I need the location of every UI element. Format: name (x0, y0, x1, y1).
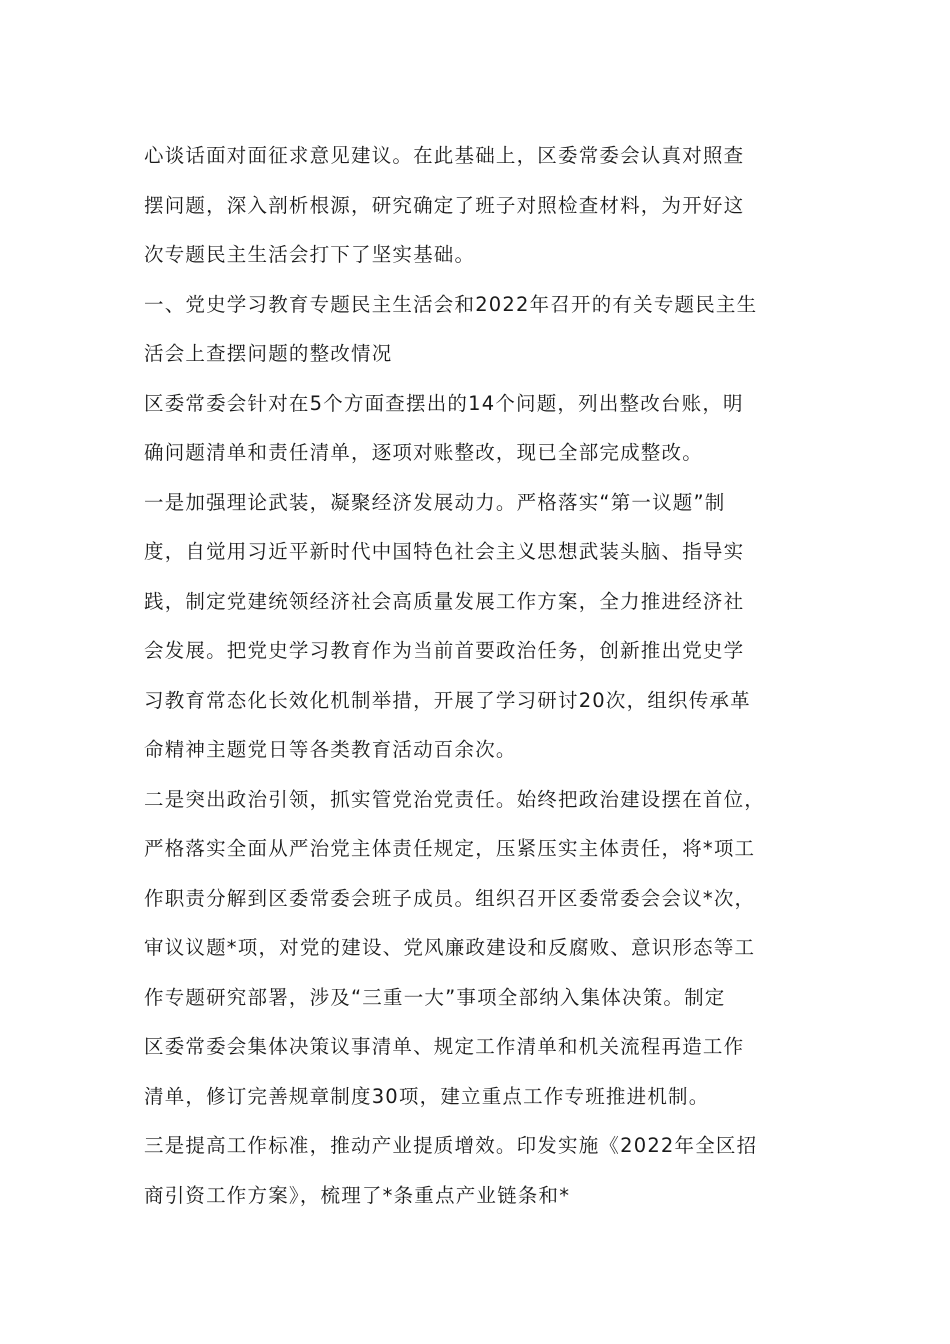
text-line: 次专题民主生活会打下了坚实基础。 (144, 243, 476, 266)
text-line: 区委常委会针对在5个方面查摆出的14个问题，列出整改台账，明 (144, 391, 744, 415)
text-line: 清单，修订完善规章制度30项，建立重点工作专班推进机制。 (144, 1084, 710, 1108)
section-heading-line: 活会上查摆问题的整改情况 (144, 342, 393, 365)
text-line: 严格落实全面从严治党主体责任规定，压紧压实主体责任，将*项工 (144, 837, 756, 860)
text-line: 践，制定党建统领经济社会高质量发展工作方案，全力推进经济社 (144, 589, 745, 613)
text-line: 摆问题，深入剖析根源，研究确定了班子对照检查材料，为开好这 (144, 193, 745, 217)
text-line: 习教育常态化长效化机制举措，开展了学习研讨20次，组织传承革 (144, 688, 751, 712)
text-line: 三是提高工作标准，推动产业提质增效。印发实施《2022年全区招 (144, 1134, 758, 1157)
text-line: 审议议题*项，对党的建设、党风廉政建设和反腐败、意识形态等工 (144, 936, 756, 959)
text-line: 商引资工作方案》，梳理了*条重点产业链条和* (144, 1183, 571, 1207)
document-body (144, 131, 820, 1220)
text-line: 确问题清单和责任清单，逐项对账整改，现已全部完成整改。 (144, 441, 703, 464)
section-heading-line: 一、党史学习教育专题民主生活会和2022年召开的有关专题民主生 (144, 292, 758, 316)
text-line: 一是加强理论武装，凝聚经济发展动力。严格落实“第一议题”制 (144, 490, 726, 514)
text-line: 度，自觉用习近平新时代中国特色社会主义思想武装头脑、指导实 (144, 540, 745, 563)
text-line: 心谈话面对面征求意见建议。在此基础上，区委常委会认真对照查 (144, 144, 745, 167)
text-line: 作专题研究部署，涉及“三重一大”事项全部纳入集体决策。制定 (144, 985, 726, 1009)
text-line: 区委常委会集体决策议事清单、规定工作清单和机关流程再造工作 (144, 1035, 745, 1058)
text-line: 命精神主题党日等各类教育活动百余次。 (144, 738, 517, 761)
text-line: 二是突出政治引领，抓实管党治党责任。始终把政治建设摆在首位， (144, 787, 766, 811)
text-line: 会发展。把党史学习教育作为当前首要政治任务，创新推出党史学 (144, 639, 745, 662)
text-line: 作职责分解到区委常委会班子成员。组织召开区委常委会会议*次， (144, 886, 756, 910)
